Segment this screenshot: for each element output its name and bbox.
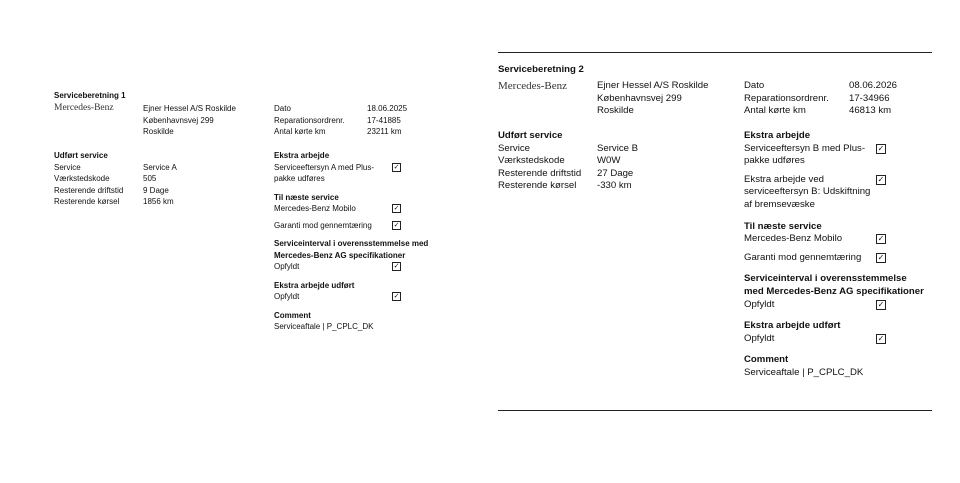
dealer-name: Ejner Hessel A/S Roskilde: [143, 104, 236, 113]
comment-heading: Comment: [744, 354, 789, 366]
meta-order-row: [744, 92, 890, 106]
report-meta: [744, 80, 898, 118]
checkbox-checked-icon: ✓: [877, 299, 885, 309]
item-label: Garanti mod gennemtæring: [274, 220, 372, 230]
service-interval-heading: Serviceinterval i overensstemmelse med Mercedes-Benz AG specifikationer: [274, 239, 429, 260]
dealer-city: Roskilde: [597, 105, 634, 117]
extra-done-item: [744, 333, 924, 346]
report-title: Serviceberetning 1: [54, 91, 126, 100]
performed-value: W0W: [597, 155, 621, 167]
next-service-section: [274, 192, 434, 232]
item-label: Garanti mod gennemtæring: [744, 251, 862, 263]
checkbox-checked-icon: ✓: [393, 205, 400, 212]
extra-work-heading: Ekstra arbejde: [744, 130, 811, 141]
performed-label: Resterende driftstid: [54, 185, 124, 195]
checkbox-checked-icon: ✓: [393, 221, 400, 229]
meta-label: Reparationsordrenr.: [744, 92, 829, 104]
meta-value: 18.06.2025: [367, 104, 408, 113]
meta-value: 17-41885: [367, 115, 401, 125]
comment-heading: Comment: [274, 310, 311, 320]
item-label: Ekstra arbejde ved serviceeftersyn B: Udskiftning af bremsevæske: [744, 173, 871, 210]
service-interval-heading: Serviceinterval i overensstemmelse med Mercedes-Benz AG specifikationer: [744, 273, 924, 297]
dealer-city: Roskilde: [143, 127, 174, 136]
performed-heading: Udført service: [54, 151, 108, 160]
performed-value: 9 Dage: [143, 185, 169, 195]
comment-text: Serviceaftale | P_CPLC_DK: [744, 366, 864, 378]
meta-label: Dato: [274, 104, 291, 113]
performed-row: [498, 155, 621, 168]
meta-label: Antal kørte km: [744, 105, 806, 117]
performed-row: [498, 167, 634, 181]
performed-service: [54, 150, 177, 208]
extra-done-heading: Ekstra arbejde udført: [274, 280, 355, 290]
service-interval-item: [274, 261, 434, 273]
item-label: Opfyldt: [274, 292, 300, 301]
brand-logo-text: Mercedes-Benz: [498, 80, 568, 92]
extra-work-heading: Ekstra arbejde: [274, 151, 330, 160]
performed-value: Service B: [597, 142, 639, 154]
dealer-address: [597, 80, 708, 118]
performed-label: Resterende kørsel: [498, 180, 577, 192]
dealer-name: Ejner Hessel A/S Roskilde: [597, 80, 709, 91]
performed-value: 1856 km: [143, 197, 174, 206]
item-label: Serviceeftersyn A med Plus-pakke udføres: [274, 162, 375, 183]
checkbox-checked-icon: ✓: [877, 252, 885, 262]
meta-date-row: [744, 80, 898, 93]
meta-value: 17-34966: [849, 92, 890, 104]
dealer-address: [143, 103, 236, 138]
meta-km-row: [744, 105, 892, 118]
extra-done-section: [274, 280, 434, 303]
performed-service: [498, 130, 639, 193]
item-label: Opfyldt: [744, 332, 775, 344]
brand-logo-text: Mercedes-Benz: [54, 103, 114, 113]
item-label: Serviceeftersyn B med Plus-pakke udføres: [744, 142, 866, 167]
extra-work-item: [744, 143, 924, 168]
report-title: Serviceberetning 2: [498, 64, 584, 75]
performed-heading: Udført service: [498, 130, 563, 141]
performed-label: Værkstedskode: [498, 155, 565, 167]
performed-value: -330 km: [597, 180, 632, 192]
comment-section: [274, 310, 434, 333]
item-label: Opfyldt: [744, 298, 775, 310]
meta-label: Antal kørte km: [274, 127, 326, 136]
meta-value: 23211 km: [367, 127, 402, 136]
right-column: [274, 150, 434, 340]
performed-value: 27 Dage: [597, 167, 634, 179]
meta-km-row: [274, 126, 402, 138]
performed-row: [54, 185, 169, 197]
next-service-item: [744, 233, 924, 246]
item-label: Opfyldt: [274, 262, 300, 271]
checkbox-checked-icon: ✓: [877, 174, 885, 184]
next-service-item: [274, 203, 434, 215]
meta-label: Dato: [744, 80, 765, 91]
checkbox-checked-icon: ✓: [877, 333, 885, 343]
meta-date-row: [274, 103, 408, 115]
extra-work-item: [744, 174, 924, 212]
performed-row: [54, 173, 157, 185]
right-column: [744, 130, 924, 389]
next-service-heading: Til næste service: [274, 192, 339, 202]
performed-row: [498, 180, 632, 193]
performed-value: Service A: [143, 162, 177, 172]
checkbox-checked-icon: ✓: [393, 263, 400, 270]
meta-label: Reparationsordrenr.: [274, 115, 345, 125]
extra-done-section: [744, 320, 924, 345]
next-service-item: [744, 252, 924, 265]
performed-label: Service: [54, 162, 81, 172]
extra-done-heading: Ekstra arbejde udført: [744, 320, 841, 332]
extra-work-section: [274, 150, 434, 185]
meta-value: 08.06.2026: [849, 80, 898, 91]
extra-work-section: [744, 130, 924, 212]
performed-row: [54, 196, 174, 208]
next-service-heading: Til næste service: [744, 220, 822, 232]
dealer-street: Københavnsvej 299: [143, 115, 214, 125]
comment-section: [744, 354, 924, 379]
service-interval-section: [744, 273, 924, 311]
performed-label: Værkstedskode: [54, 174, 110, 183]
comment-text: Serviceaftale | P_CPLC_DK: [274, 322, 374, 331]
item-label: Mercedes-Benz Mobilo: [274, 204, 356, 213]
checkbox-checked-icon: ✓: [393, 163, 400, 171]
next-service-section: [744, 221, 924, 265]
service-interval-item: [744, 299, 924, 312]
performed-value: 505: [143, 174, 157, 183]
extra-done-item: [274, 291, 434, 303]
extra-work-item: [274, 162, 434, 185]
performed-label: Resterende driftstid: [498, 167, 582, 179]
top-divider: [498, 52, 932, 53]
checkbox-checked-icon: ✓: [877, 234, 885, 244]
service-interval-section: [274, 238, 434, 273]
meta-order-row: [274, 115, 401, 127]
checkbox-checked-icon: ✓: [393, 293, 400, 300]
performed-row: [54, 162, 177, 174]
next-service-item: [274, 220, 434, 232]
checkbox-checked-icon: ✓: [877, 143, 885, 153]
performed-label: Service: [498, 142, 530, 154]
bottom-divider: [498, 410, 932, 411]
performed-label: Resterende kørsel: [54, 197, 120, 206]
dealer-street: Københavnsvej 299: [597, 92, 682, 104]
report-meta: [274, 103, 408, 138]
item-label: Mercedes-Benz Mobilo: [744, 233, 843, 245]
meta-value: 46813 km: [849, 105, 892, 117]
performed-row: [498, 142, 639, 156]
